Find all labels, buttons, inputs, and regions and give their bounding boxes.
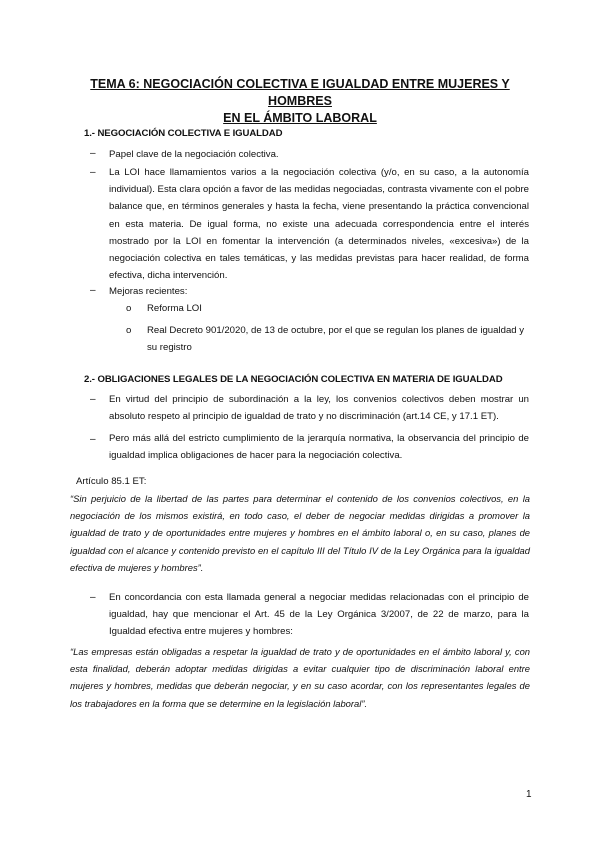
bullet-marker: o — [126, 303, 132, 314]
s1-item-1: Papel clave de la negociación colectiva. — [109, 149, 279, 160]
dash-marker: – — [90, 592, 96, 603]
title-line-2: EN EL ÁMBITO LABORAL — [223, 111, 377, 125]
s1-item-2: La LOI hace llamamientos varios a la negociación colectiva (y/o, en su caso, a la autonomía individual). Esta clara opción a favor de las medidas negociadas, contrasta vivamente con el pobre balance que, en términos generales y hasta la fecha, viene presentando la práctica convencional en esta materia. De igual forma, no existe una adecuada correspondencia entre el interés mostrado por la LOI en fomentar la intervención (a determinados niveles, «excesiva») de la negociación colectiva en tales temáticas, y las medidas previstas para hacer realidad, de forma efectiva, dicha intervención. — [109, 167, 529, 282]
dash-marker: – — [90, 148, 96, 159]
section-2-heading: 2.- OBLIGACIONES LEGALES DE LA NEGOCIACIÓN COLECTIVA EN MATERIA DE IGUALDAD — [84, 374, 503, 385]
s2-item-1: En virtud del principio de subordinación a la ley, los convenios colectivos deben mostrar un absoluto respeto al principio de igualdad de trato y no discriminación (art.14 CE, y 17.1 ET). — [109, 394, 529, 423]
quote-art-45: “Las empresas están obligadas a respetar la igualdad de trato y de oportunidades en el ámbito laboral y, con esta finalidad, deberán adoptar medidas dirigidas a evitar cualquier tipo de discriminación laboral entre mujeres y hombres, medidas que deberán negociar, y en su caso acordar, con los representantes legales de los trabajadores en la forma que se determine en la legislación laboral”. — [70, 646, 530, 709]
article-label: Artículo 85.1 ET: — [76, 476, 147, 487]
s2-item-2: Pero más allá del estricto cumplimiento de la jerarquía normativa, la observancia del principio de igualdad implica obligaciones de hacer para la negociación colectiva. — [109, 433, 529, 462]
dash-marker: – — [90, 167, 96, 178]
page-number: 1 — [526, 789, 532, 800]
s2-item-3: En concordancia con esta llamada general a negociar medidas relacionadas con el principio de igualdad, hay que mencionar el Art. 45 de la Ley Orgánica 3/2007, de 22 de marzo, para la Igualdad efectiva entre mujeres y hombres: — [109, 592, 529, 638]
s1-item-3: Mejoras recientes: — [109, 286, 188, 297]
document-title — [60, 76, 540, 127]
s1-sub-item-2: Real Decreto 901/2020, de 13 de octubre, por el que se regulan los planes de igualdad y su registro — [147, 325, 525, 354]
bullet-marker: o — [126, 325, 132, 336]
dash-marker: – — [90, 434, 96, 445]
s1-sub-item-1: Reforma LOI — [147, 303, 202, 314]
section-1-heading: 1.- NEGOCIACIÓN COLECTIVA E IGUALDAD — [84, 128, 283, 139]
title-line-1: TEMA 6: NEGOCIACIÓN COLECTIVA E IGUALDAD ENTRE MUJERES Y HOMBRES — [90, 77, 510, 108]
dash-marker: – — [90, 394, 96, 405]
dash-marker: – — [90, 285, 96, 296]
quote-art-85-1: “Sin perjuicio de la libertad de las partes para determinar el contenido de los convenios colectivos, en la negociación de los mismos existirá, en todo caso, el deber de negociar medidas dirigidas a promover la igualdad de trato y de oportunidades entre mujeres y hombres en el ámbito laboral o, en su caso, planes de igualdad con el alcance y contenido previsto en el capítulo III del Título IV de la Ley Orgánica para la igualdad efectiva de mujeres y hombres”. — [70, 493, 530, 573]
